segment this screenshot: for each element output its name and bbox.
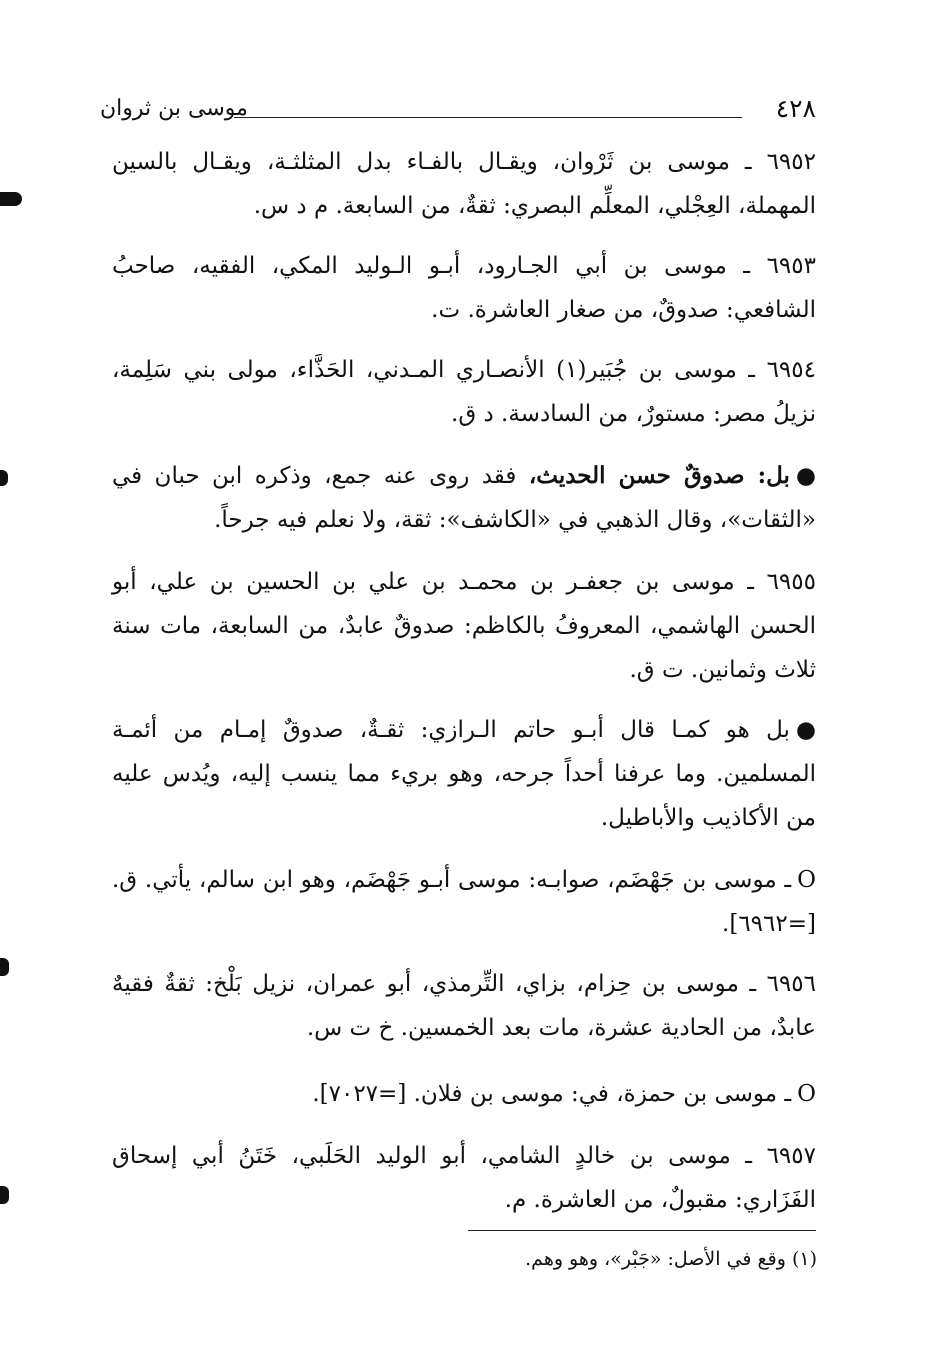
- scan-mark: [0, 1186, 9, 1204]
- scan-mark: [0, 958, 9, 976]
- scan-mark: [0, 192, 22, 206]
- page-number: ٤٢٨: [775, 94, 816, 123]
- comment-lead: بل: صدوقٌ حسن الحديث،: [528, 462, 790, 489]
- entry-6956: ٦٩٥٦ ـ موسى بن حِزام، بزاي، التِّرمذي، أبو عمران، نزيل بَلْخ: ثقةٌ فقيهٌ عابدٌ، من الحادية عشرة، مات بعد الخمسين. خ ت س.: [112, 971, 816, 1041]
- entry-6957: ٦٩٥٧ ـ موسى بن خالدٍ الشامي، أبو الوليد الحَلَبي، خَتَنُ أبي إسحاق الفَزَاري: مقبولٌ، من العاشرة. م.: [112, 1143, 816, 1213]
- cross-reference-text: ـ موسى بن حمزة، في: موسى بن فلان. [=٧٠٢٧].: [312, 1081, 792, 1107]
- cross-reference-hamza: [112, 1072, 816, 1116]
- running-title: موسى بن ثروان: [100, 96, 248, 121]
- circle-icon: O: [797, 1081, 816, 1107]
- page-header: [100, 94, 816, 134]
- entry-6952: ٦٩٥٢ ـ موسى بن ثَرْوان، ويقـال بالفـاء بدل المثلثـة، ويقـال بالسين المهملة، العِجْلي، المعلِّم البصري: ثقةٌ، من السابعة. م د س.: [112, 149, 816, 219]
- comment-text: بل هو كمـا قال أبـو حاتم الـرازي: ثقـةٌ، صدوقٌ إمـام من أئمـة المسلمين. وما عرفنا أحداً جرحه، وهو بريء مما ينسب إليه، ويُدس عليه من الأكاذيب والأباطيل.: [112, 717, 816, 831]
- header-rule: [234, 117, 742, 118]
- circle-icon: O: [797, 867, 816, 893]
- footnote: (١) وقع في الأصل: «جَبْر»، وهو وهم.: [525, 1248, 817, 1270]
- comment-text: فقد روى عنه جمع، وذكره ابن حبان في «الثقات»، وقال الذهبي في «الكاشف»: ثقة، ولا نعلم فيه جرحاً.: [112, 463, 816, 533]
- scan-mark: [0, 470, 8, 486]
- entry-6953: ٦٩٥٣ ـ موسى بن أبي الجـارود، أبـو الـوليد المكي، الفقيه، صاحبُ الشافعي: صدوقٌ، من صغار العاشرة. ت.: [112, 253, 816, 323]
- comment-6954: [112, 454, 816, 542]
- cross-reference-jahdam: [112, 858, 816, 946]
- bullet-icon: ●: [795, 463, 816, 489]
- footnote-rule: [468, 1230, 816, 1231]
- comment-6955: [112, 708, 816, 840]
- bullet-icon: ●: [795, 717, 816, 743]
- cross-reference-text: ـ موسى بن جَهْضَم، صوابـه: موسى أبـو جَهْضَم، وهو ابن سالم، يأتي. ق. [=٦٩٦٢].: [112, 867, 816, 937]
- entry-6954: ٦٩٥٤ ـ موسى بن جُبَير(١) الأنصـاري المـدني، الحَذَّاء، مولى بني سَلِمة، نزيلُ مصر: مستورٌ، من السادسة. د ق.: [112, 357, 816, 427]
- entry-6955: ٦٩٥٥ ـ موسى بن جعفـر بن محمـد بن علي بن الحسين بن علي، أبو الحسن الهاشمي، المعروفُ بالكاظم: صدوقٌ عابدٌ، من السابعة، مات سنة ثلاث وثمانين. ت ق.: [112, 569, 816, 683]
